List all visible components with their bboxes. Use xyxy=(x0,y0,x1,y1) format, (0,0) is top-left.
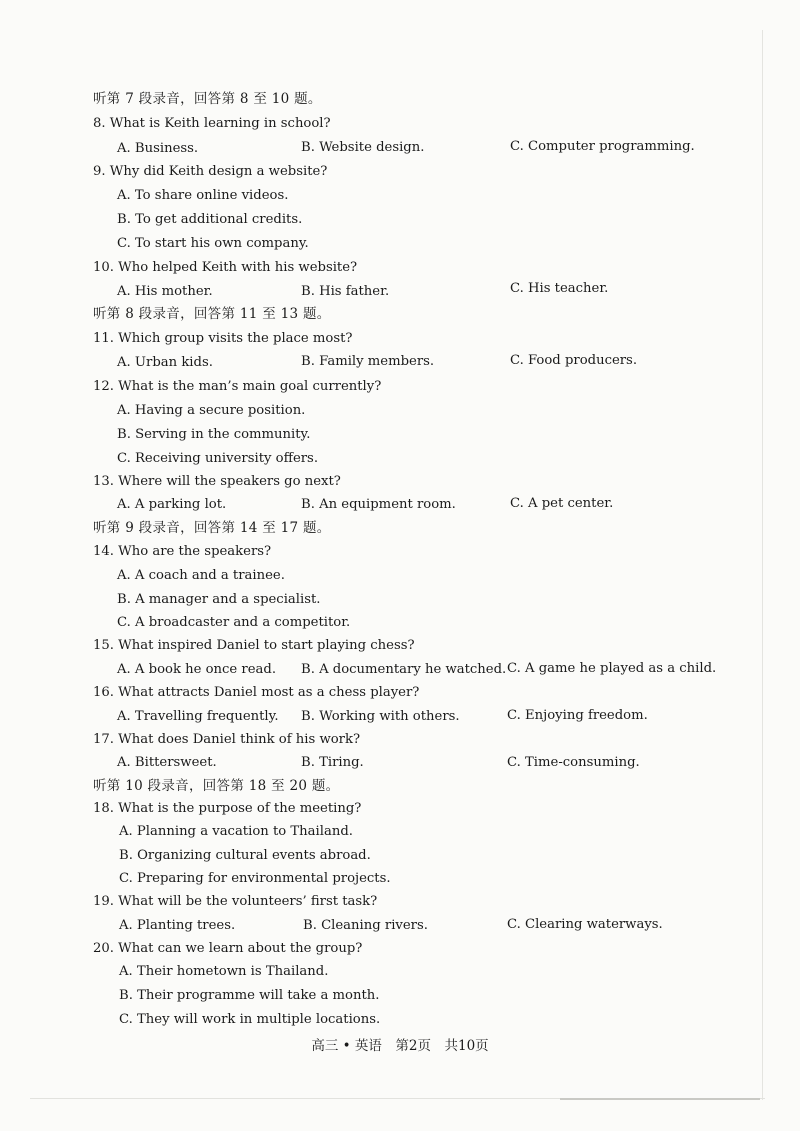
question-stem: 19. What will be the volunteers’ first task? xyxy=(93,894,378,909)
option-c: C. Time-consuming. xyxy=(507,755,640,770)
option-c: C. Food producers. xyxy=(510,353,638,368)
option-b: B. His father. xyxy=(301,284,390,299)
question-stem: 18. What is the purpose of the meeting? xyxy=(93,801,362,816)
question-stem: 11. Which group visits the place most? xyxy=(93,331,353,346)
section-header: 听第 10 段录音，回答第 18 至 20 题。 xyxy=(93,778,340,794)
question-stem: 17. What does Daniel think of his work? xyxy=(93,732,361,747)
option-b: B. Family members. xyxy=(301,354,435,369)
option-c: C. A pet center. xyxy=(510,496,614,511)
option-c: C. Clearing waterways. xyxy=(507,917,663,932)
option-a: A. Urban kids. xyxy=(117,355,213,370)
option-b: B. An equipment room. xyxy=(301,497,456,512)
question-stem: 14. Who are the speakers? xyxy=(93,544,272,559)
option-a: A. A book he once read. xyxy=(117,662,277,677)
page-footer: 高三 • 英语 第2页 共10页 xyxy=(311,1038,489,1054)
question-stem: 20. What can we learn about the group? xyxy=(93,941,363,956)
section-header: 听第 8 段录音，回答第 11 至 13 题。 xyxy=(93,306,331,322)
option-b: B. Cleaning rivers. xyxy=(303,918,428,933)
option-b: B. Tiring. xyxy=(301,755,364,770)
option-a: A. Planting trees. xyxy=(119,918,236,933)
option-b: B. Working with others. xyxy=(301,709,460,724)
option-a: A. A coach and a trainee. xyxy=(117,568,285,583)
question-stem: 10. Who helped Keith with his website? xyxy=(93,260,358,275)
option-b: B. To get additional credits. xyxy=(117,212,303,227)
option-c: C. They will work in multiple locations. xyxy=(119,1012,381,1027)
section-header: 听第 9 段录音，回答第 14 至 17 题。 xyxy=(93,520,331,536)
question-stem: 16. What attracts Daniel most as a chess player? xyxy=(93,685,420,700)
option-a: A. His mother. xyxy=(117,284,213,299)
question-stem: 13. Where will the speakers go next? xyxy=(93,474,341,489)
option-c: C. Preparing for environmental projects. xyxy=(119,871,391,886)
option-c: C. Computer programming. xyxy=(510,139,695,154)
option-a: A. Planning a vacation to Thailand. xyxy=(119,824,353,839)
option-a: A. Having a secure position. xyxy=(117,403,306,418)
option-a: A. To share online videos. xyxy=(117,188,289,203)
option-a: A. Business. xyxy=(117,141,199,156)
option-b: B. Organizing cultural events abroad. xyxy=(119,848,371,863)
option-b: B. Website design. xyxy=(301,140,425,155)
option-a: A. A parking lot. xyxy=(117,497,227,512)
option-b: B. Their programme will take a month. xyxy=(119,988,380,1003)
option-b: B. A documentary he watched. xyxy=(301,662,507,677)
option-b: B. A manager and a specialist. xyxy=(117,592,321,607)
option-c: C. His teacher. xyxy=(510,281,609,296)
option-a: A. Travelling frequently. xyxy=(117,709,279,724)
question-stem: 15. What inspired Daniel to start playing chess? xyxy=(93,638,415,653)
option-b: B. Serving in the community. xyxy=(117,427,311,442)
option-a: A. Their hometown is Thailand. xyxy=(119,964,329,979)
option-c: C. A broadcaster and a competitor. xyxy=(117,615,351,630)
option-c: C. A game he played as a child. xyxy=(507,661,717,676)
question-stem: 12. What is the man’s main goal currently? xyxy=(93,379,382,394)
option-c: C. To start his own company. xyxy=(117,236,309,251)
option-a: A. Bittersweet. xyxy=(117,755,217,770)
section-header: 听第 7 段录音，回答第 8 至 10 题。 xyxy=(93,91,322,107)
question-stem: 8. What is Keith learning in school? xyxy=(93,116,331,131)
option-c: C. Receiving university offers. xyxy=(117,451,319,466)
option-c: C. Enjoying freedom. xyxy=(507,708,648,723)
question-stem: 9. Why did Keith design a website? xyxy=(93,164,328,179)
